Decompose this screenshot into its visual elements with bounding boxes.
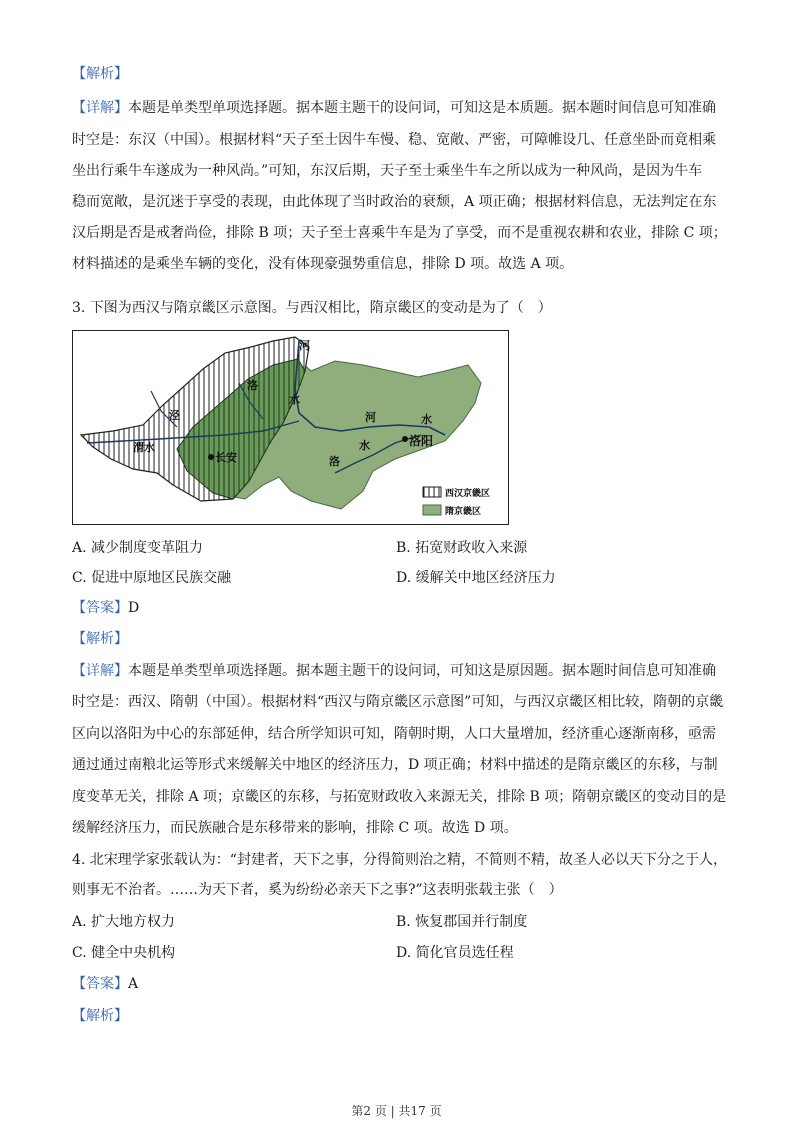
q4-option-b: B. 恢复郡国并行制度 [396, 914, 528, 930]
map-label-changan: 长安 [215, 451, 237, 464]
q3-detail-line-2: 时空是：西汉、隋朝（中国）。根据材料“西汉与隋京畿区示意图”可知，与西汉京畿区相比较，隋朝的京畿 [72, 694, 724, 710]
q3-option-a: A. 减少制度变革阻力 [72, 540, 204, 556]
luoyang-marker [402, 436, 408, 442]
q3-detail-line-1: 【详解】本题是单类型单项选择题。据本题主题干的设问词，可知这是原因题。据本题时间信息可知准确 [72, 663, 716, 679]
legend-sui: 隋京畿区 [445, 507, 482, 517]
q2-detail-line-1: 【详解】本题是单类型单项选择题。据本题主题干的设问词，可知这是本质题。据本题时间信息可知准确 [72, 100, 716, 116]
map-label-luoyang: 洛阳 [409, 434, 434, 448]
q3-answer-tag: 【答案】 [72, 600, 128, 616]
q4-answer-tag: 【答案】 [72, 976, 128, 992]
q4-analysis-tag: 【解析】 [72, 1008, 128, 1024]
q4-stem-line-2: 则事无不治者。……为天下者，奚为纷纷必亲天下之事?”这表明张载主张（ ） [72, 882, 563, 898]
q3-detail-line-4: 通过通过南粮北运等形式来缓解关中地区的经济压力，D 项正确；材料中描述的是隋京畿区的东移，与制 [72, 757, 718, 773]
q4-option-a: A. 扩大地方权力 [72, 914, 176, 930]
q2-detail-line-6: 材料描述的是乘坐车辆的变化，没有体现豪强势重信息，排除 D 项。故选 A 项。 [72, 256, 574, 272]
q3-option-d: D. 缓解关中地区经济压力 [396, 570, 556, 586]
q4-stem-line-1: 4. 北宋理学家张载认为：“封建者，天下之事，分得简则治之精，不简则不精，故圣人必以天下分之于人， [72, 852, 727, 868]
q2-detail-line-3: 坐出行乘牛车遂成为一种风尚。”可知，东汉后期，天子至士乘坐牛车之所以成为一种风尚，是因为牛车 [72, 163, 703, 179]
jingji-map [72, 330, 509, 525]
legend-swatch-sui [423, 505, 441, 515]
q3-answer [72, 598, 139, 618]
map-label-luo-river: 洛 [329, 455, 340, 468]
q3-detail-line-6: 缓解经济压力，而民族融合是东移带来的影响，排除 C 项。故选 D 项。 [72, 820, 518, 836]
map-label-shui-left: 水 [289, 393, 300, 406]
changan-marker [208, 454, 214, 460]
page-footer: 第2 页 | 共17 页 [351, 1104, 442, 1118]
q3-detail-line-5: 度变革无关，排除 A 项；京畿区的东移，与拓宽财政收入来源无关，排除 B 项；隋朝京畿区的变动目的是 [72, 789, 727, 805]
q3-detail-line-3: 区向以洛阳为中心的东部延伸，结合所学知识可知，隋朝时期，人口大量增加，经济重心逐渐南移，亟需 [72, 726, 716, 742]
q3-option-c: C. 促进中原地区民族交融 [72, 570, 232, 586]
map-label-jing: 泾 [169, 409, 180, 422]
q4-answer-value: A [128, 976, 139, 992]
map-figure [73, 331, 508, 524]
q4-answer [72, 974, 138, 994]
q2-detail-tag: 【详解】 [72, 100, 128, 116]
q3-analysis-tag: 【解析】 [72, 631, 128, 647]
q3-option-b: B. 拓宽财政收入来源 [396, 540, 528, 556]
q2-analysis-tag: 【解析】 [72, 66, 128, 82]
map-label-he-mid: 河 [365, 411, 376, 424]
map-label-he-top: 河 [299, 339, 310, 352]
map-label-luo: 洛 [247, 379, 258, 392]
map-label-shui-mid: 水 [421, 413, 432, 426]
q3-stem: 3. 下图为西汉与隋京畿区示意图。与西汉相比，隋京畿区的变动是为了（ ） [72, 300, 552, 316]
map-label-shui-bottom: 水 [359, 439, 370, 452]
q2-detail-line-4: 稳而宽敞，是沉迷于享受的表现，由此体现了当时政治的衰颓，A 项正确；根据材料信息，无法判定在东 [72, 194, 717, 210]
legend-western-han: 西汉京畿区 [445, 489, 491, 499]
q4-option-c: C. 健全中央机构 [72, 945, 176, 961]
legend-swatch-western-han [423, 487, 441, 497]
q3-detail-tag: 【详解】 [72, 663, 128, 679]
q3-answer-value: D [128, 600, 140, 616]
map-label-weishui: 渭水 [133, 441, 155, 454]
q2-detail-line-5: 汉后期是否是戒奢尚俭，排除 B 项；天子至士喜乘牛车是为了享受，而不是重视农耕和农业，排除 C 项； [72, 225, 727, 241]
q2-detail-line-2: 时空是：东汉（中国）。根据材料“天子至士因牛车慢、稳、宽敞、严密，可障帷设几、任意坐卧而竟相乘 [72, 132, 717, 148]
q4-option-d: D. 简化官员选任程 [396, 945, 514, 961]
